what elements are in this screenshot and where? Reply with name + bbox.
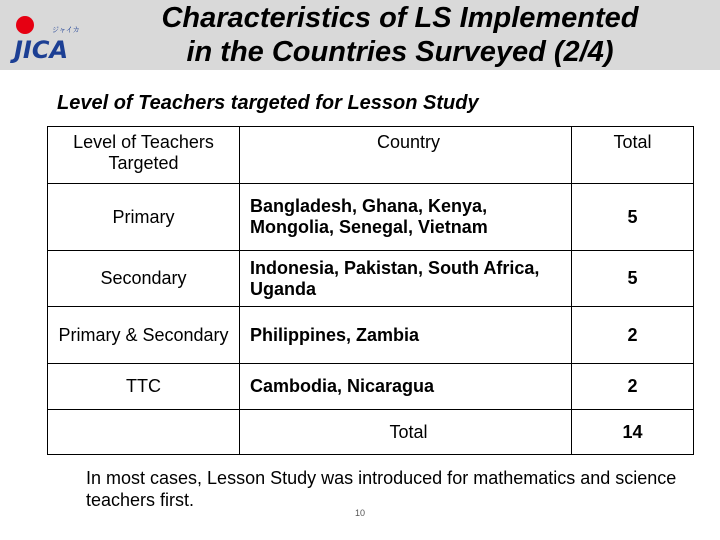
- teacher-level-table: [47, 126, 694, 455]
- level-cell: Primary & Secondary: [48, 307, 240, 364]
- empty-cell: [48, 410, 240, 455]
- table-row: [48, 307, 694, 364]
- country-cell: Cambodia, Nicaragua: [240, 364, 572, 410]
- table-row: [48, 251, 694, 307]
- header-total: Total: [572, 127, 694, 184]
- header-band: [0, 0, 720, 70]
- title-line-2: in the Countries Surveyed (2/4): [186, 36, 614, 68]
- header-level: Level of Teachers Targeted: [48, 127, 240, 184]
- total-label: Total: [240, 410, 572, 455]
- jica-logo-icon: [8, 14, 88, 66]
- level-cell: Secondary: [48, 251, 240, 307]
- grand-total-value: 14: [572, 410, 694, 455]
- total-cell: 5: [572, 184, 694, 251]
- level-cell: Primary: [48, 184, 240, 251]
- title-line-1: Characteristics of LS Implemented: [161, 2, 639, 34]
- page-number: 10: [355, 508, 366, 518]
- logo-text: JICA: [14, 36, 69, 64]
- page-title: [100, 0, 700, 69]
- total-cell: 5: [572, 251, 694, 307]
- table-total-row: [48, 410, 694, 455]
- total-cell: 2: [572, 307, 694, 364]
- table-row: [48, 364, 694, 410]
- footnote: In most cases, Lesson Study was introduced for mathematics and science teachers first.: [86, 468, 677, 510]
- total-cell: 2: [572, 364, 694, 410]
- table-header-row: [48, 127, 694, 184]
- level-cell: TTC: [48, 364, 240, 410]
- section-subtitle: Level of Teachers targeted for Lesson Study: [57, 92, 479, 114]
- table-row: [48, 184, 694, 251]
- country-cell: Philippines, Zambia: [240, 307, 572, 364]
- logo-tagline: ジャイカ: [52, 26, 80, 34]
- country-cell: Bangladesh, Ghana, Kenya, Mongolia, Senegal, Vietnam: [240, 184, 572, 251]
- country-cell: Indonesia, Pakistan, South Africa, Uganda: [240, 251, 572, 307]
- header-country: Country: [240, 127, 572, 184]
